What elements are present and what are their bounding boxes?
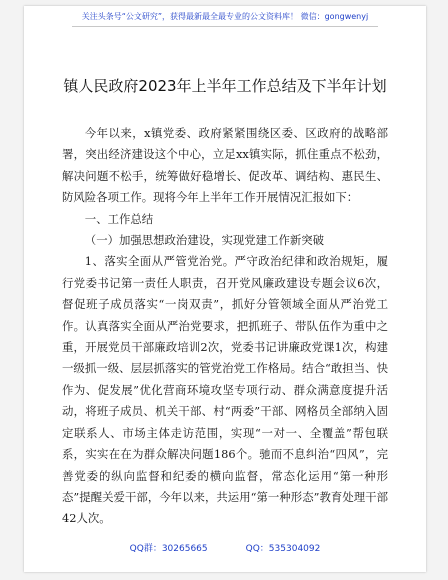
qq-number: QQ：535304092 <box>245 544 321 554</box>
body-paragraph: 1、落实全面从严管党治党。严守政治纪律和政治规矩，履行党委书记第一责任人职责，召开党风廉政建设专题会议6次，督促班子成员落实“一岗双责”，抓好分管领域全面从严治党工作。认真落实全面从严治党要求，把抓班子、带队伍作为重中之重，开展党员干部廉政培训2次，党委书记讲廉政党课1次，构建一级抓一级、层层抓落实的管党治党工作格局。结合“敢担当、快作为、促发展”优化营商环境攻坚专项行动、群众满意度提升活动，将班子成员、机关干部、村“两委”干部、网格员全部纳入固定联系人、市场主体走访范围，实现“一对一、全覆盖”帮包联系，实实在在为群众解决问题186个。驰而不息纠治“四风”，完善党委的纵向监督和纪委的横向监督，常态化运用“第一种形态”提醒关爱干部，今年以来，共运用“第一种形态”教育处理干部42人次。 <box>62 254 388 526</box>
qq-group-number: QQ群：30265665 <box>129 544 208 554</box>
document-title: 镇人民政府2023年上半年工作总结及下半年计划 <box>63 77 387 95</box>
document-body <box>62 123 388 530</box>
promo-banner: 关注头条号“公文研究”，获得最新最全最专业的公文资料库！ 微信：gongwenyj <box>81 12 369 21</box>
contact-footer <box>24 542 426 556</box>
document-page <box>24 6 426 572</box>
subsection-heading: （一）加强思想政治建设，实现党建工作新突破 <box>84 233 325 248</box>
banner-divider <box>72 26 378 27</box>
intro-paragraph: 今年以来，x镇党委、政府紧紧围绕区委、区政府的战略部署，突出经济建设这个中心，立足xx镇实际，抓住重点不松劲，解决问题不松手，统筹做好稳增长、促改革、调结构、惠民生、防风险各项工作。现将今年上半年工作开展情况汇报如下： <box>62 126 388 205</box>
section-heading: 一、工作总结 <box>84 211 154 226</box>
